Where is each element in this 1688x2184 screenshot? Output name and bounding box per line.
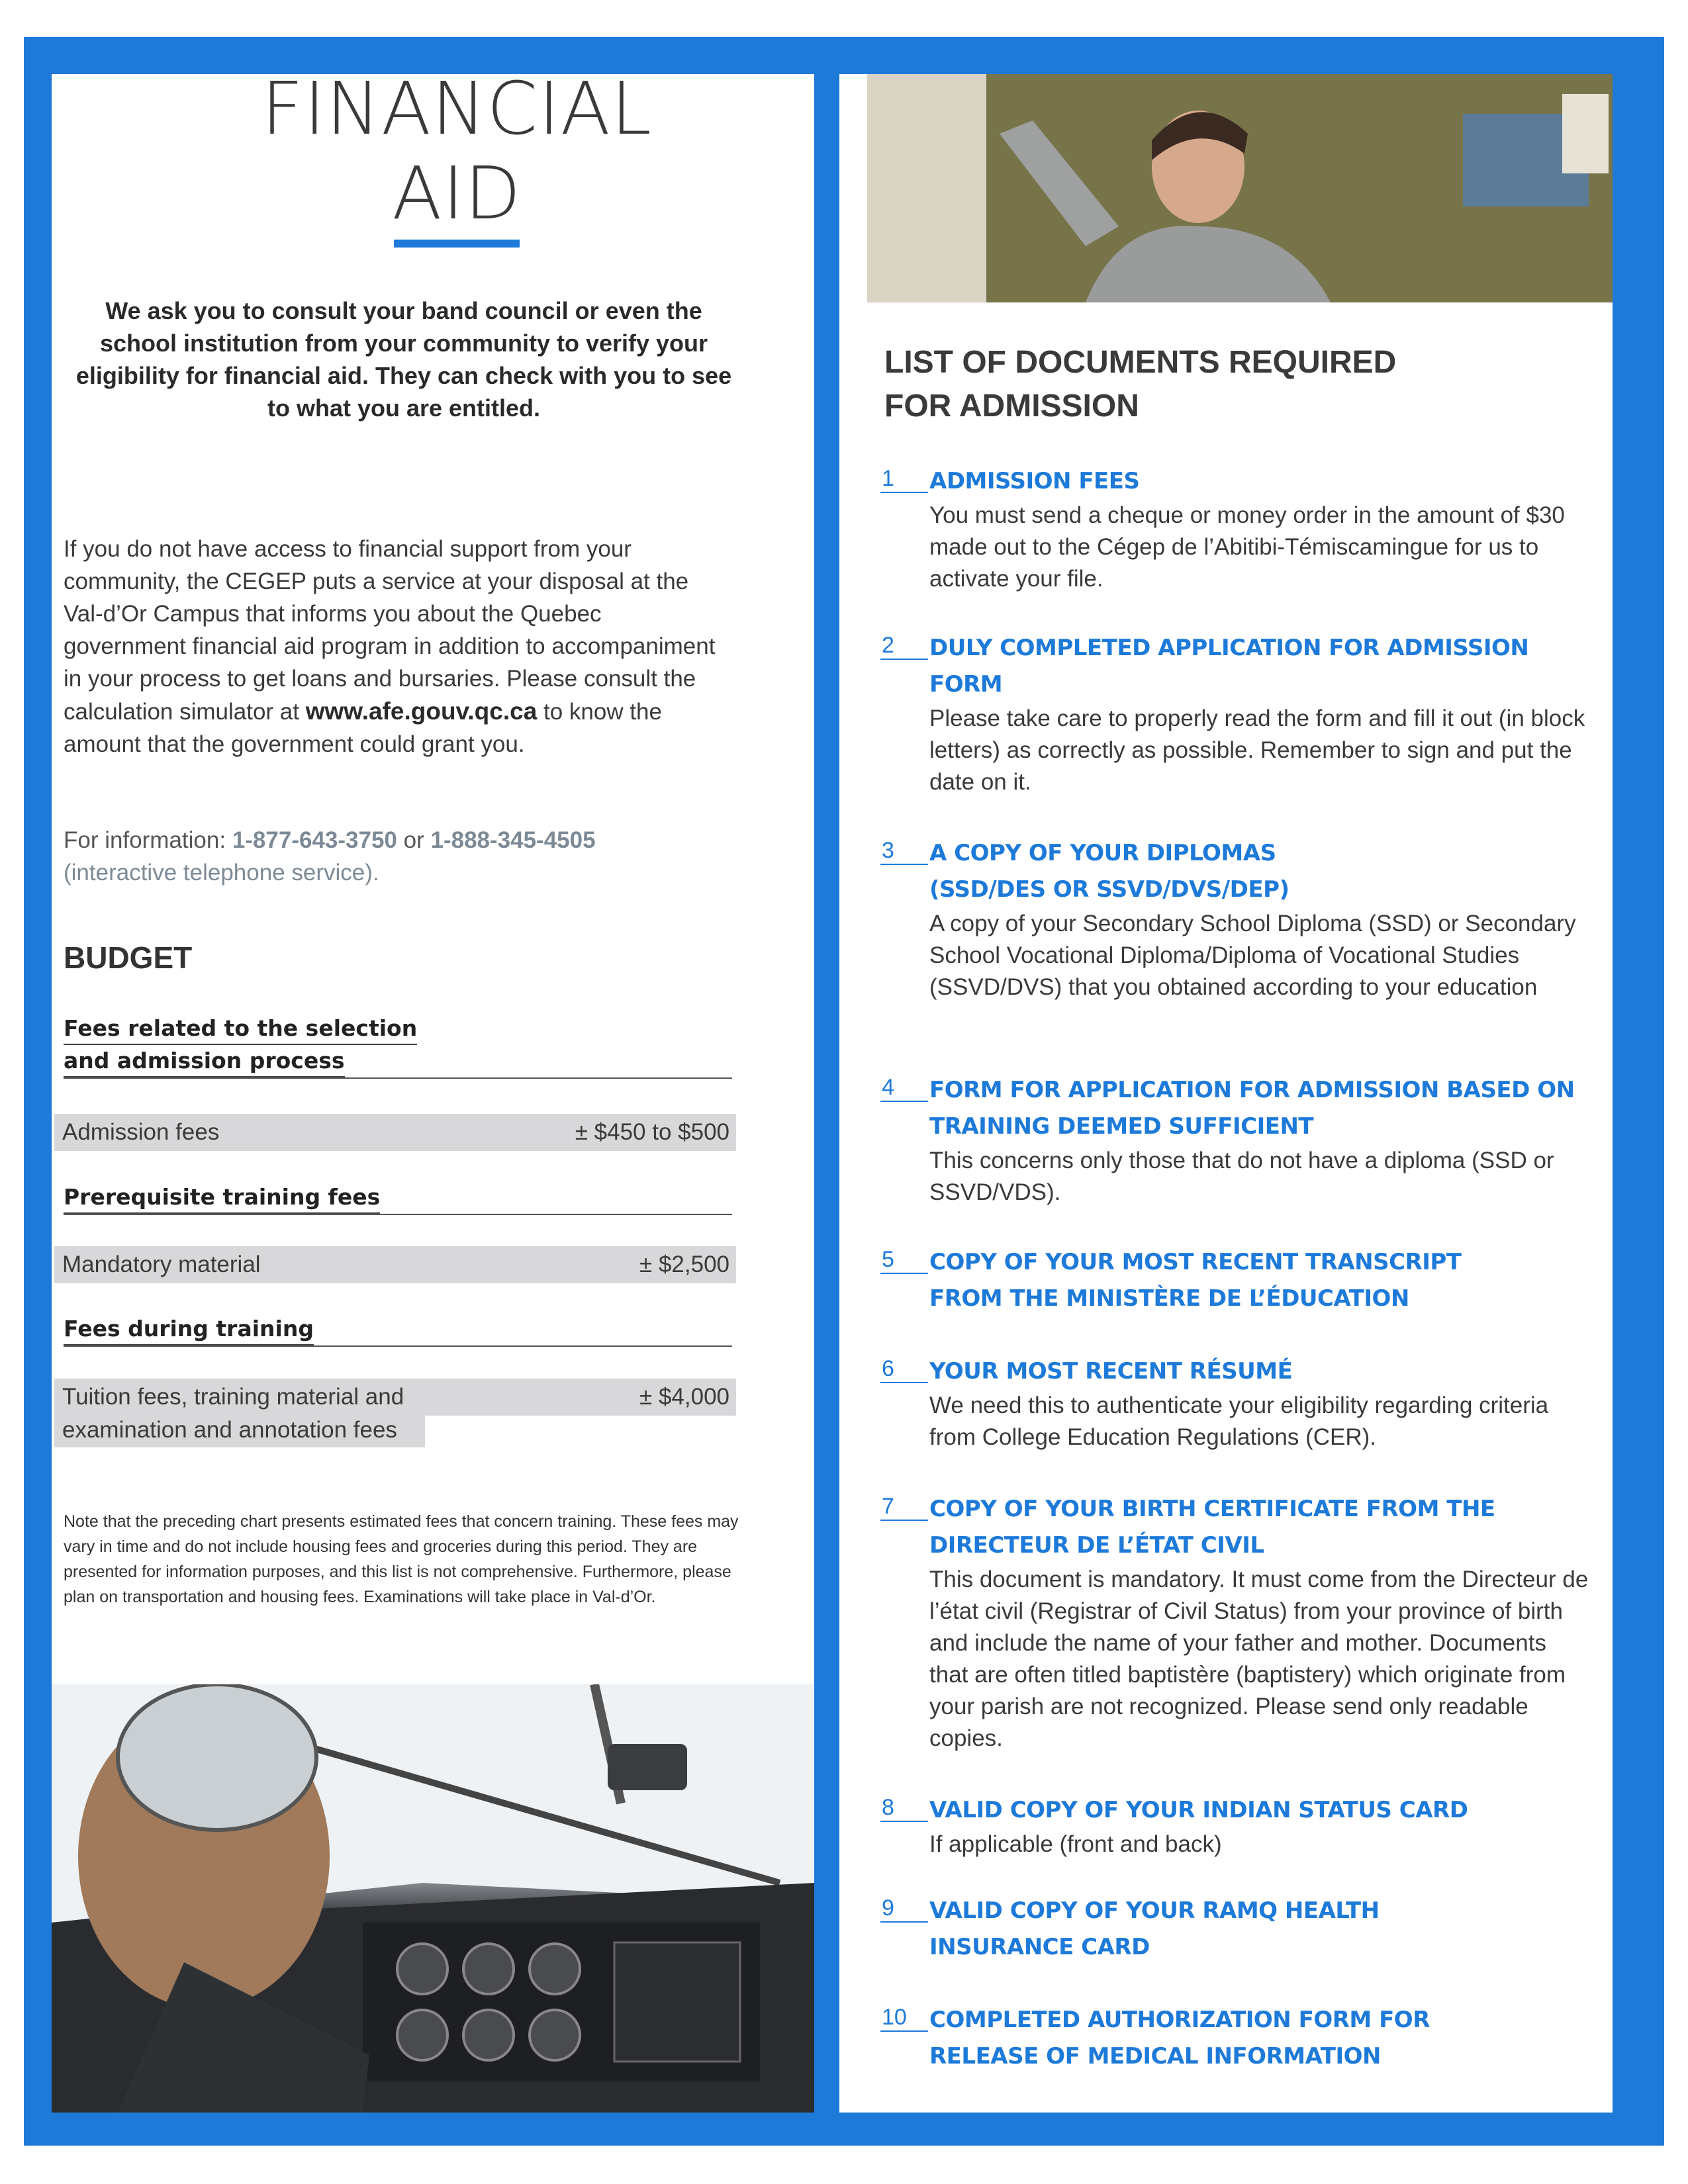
category-title-line-1: Fees related to the selection [64, 1013, 417, 1045]
document-description: A copy of your Secondary School Diploma (SSD) or Secondary School Vocational Diploma/Diploma of Vocational Studies (SSVD/DVS) that you obtained according to your education [929, 911, 1576, 1000]
website-link[interactable]: www.afe.gouv.qc.ca [305, 698, 538, 725]
title-line-1: FINANCIAL [261, 66, 653, 151]
budget-note: Note that the preceding chart presents estimated fees that concern training. These fees may vary in time and do not include housing fees and groceries during this period. They are presented for information purposes, and this list is not comprehensive. Furthermore, please plan on transportation and housing fees. Examinations will take place in Val-d’Or. [64, 1512, 739, 1606]
support-text-before: If you do not have access to financial support from your community, the CEGEP puts a service at your disposal at the Val-d’Or Campus that informs you about the Quebec government financial aid program in addition to accompaniment in your process to get loans and bursaries. Please consult the calculation simulator at [64, 536, 716, 725]
phone-2[interactable]: 1-888-345-4505 [430, 827, 596, 853]
document-description: We need this to authenticate your eligibility regarding criteria from College Education Regulations (CER). [929, 1392, 1549, 1450]
document-item-10 [880, 2002, 1589, 2075]
documents-heading-line-2: FOR ADMISSION [884, 388, 1139, 424]
document-description: This concerns only those that do not have a diploma (SSD or SSVD/VDS). [929, 1148, 1554, 1205]
document-item-1 [880, 463, 1589, 595]
document-number: 9 [880, 1895, 928, 1923]
document-number: 3 [880, 838, 928, 865]
budget-category-selection [64, 1013, 732, 1079]
fee-label: Admission fees [62, 1119, 220, 1145]
document-item-6 [880, 1353, 1589, 1453]
info-paragraph [64, 824, 759, 889]
budget-heading: BUDGET [64, 940, 193, 975]
info-tail: (interactive telephone service). [64, 860, 379, 886]
support-paragraph [64, 533, 726, 760]
document-number: 4 [880, 1075, 928, 1102]
cockpit-illustration [52, 1684, 814, 2113]
support-text-after: to know the amount that the government could grant you. [64, 699, 662, 757]
budget-row-material [54, 1246, 736, 1283]
document-number: 6 [880, 1356, 928, 1383]
document-item-8 [880, 1792, 1589, 1860]
document-number: 5 [880, 1247, 928, 1274]
document-number: 7 [880, 1494, 928, 1521]
document-description: This document is mandatory. It must come from the Directeur de l’état civil (Registrar of Civil Status) from your province of birth and include the name of your father and mother. Documents that are often titled baptistère (baptistery) which originate from your parish are not recognized. Please send only readable copies. [929, 1567, 1589, 1751]
document-number: 10 [880, 2005, 928, 2032]
document-description: Please take care to properly read the form and fill it out (in block letters) as correctly as possible. Remember to sign and put the date on it. [929, 705, 1585, 795]
documents-heading-line-1: LIST OF DOCUMENTS REQUIRED [884, 345, 1397, 380]
page-title [199, 66, 715, 248]
fee-label-line-1: Tuition fees, training material and [62, 1384, 404, 1410]
document-title: ADMISSION FEES [929, 468, 1140, 494]
workshop-photo [867, 74, 1613, 302]
fee-label-line-2: examination and annotation fees [62, 1417, 397, 1443]
document-title: A COPY OF YOUR DIPLOMAS (SSD/DES OR SSVD/DVS/DEP) [929, 840, 1289, 903]
info-label: For information: [64, 827, 232, 853]
document-item-7 [880, 1491, 1589, 1754]
fee-label: Mandatory material [62, 1251, 261, 1277]
document-item-9 [880, 1893, 1589, 1966]
category-title-line-2: and admission process [64, 1045, 345, 1077]
category-title: Fees during training [64, 1313, 314, 1345]
document-title: COPY OF YOUR MOST RECENT TRANSCRIPT FROM THE MINISTÈRE DE L’ÉDUCATION [929, 1249, 1462, 1312]
document-number: 2 [880, 633, 928, 660]
title-underline [394, 240, 520, 248]
document-description: You must send a cheque or money order in the amount of $30 made out to the Cégep de l’Abitibi-Témiscamingue for us to activate your file. [929, 502, 1565, 592]
fee-amount: ± $2,500 [639, 1251, 729, 1277]
document-item-4 [880, 1072, 1589, 1208]
fee-amount: ± $450 to $500 [575, 1119, 729, 1145]
phone-1[interactable]: 1-877-643-3750 [232, 827, 397, 853]
title-line-2: AID [392, 151, 522, 236]
document-item-5 [880, 1244, 1589, 1317]
document-number: 8 [880, 1795, 928, 1822]
document-item-2 [880, 630, 1589, 798]
document-title: VALID COPY OF YOUR RAMQ HEALTH INSURANCE CARD [929, 1897, 1380, 1960]
document-title: FORM FOR APPLICATION FOR ADMISSION BASED ON TRAINING DEEMED SUFFICIENT [929, 1077, 1575, 1140]
cockpit-photo [52, 1684, 814, 2113]
document-title: COMPLETED AUTHORIZATION FORM FOR RELEASE OF MEDICAL INFORMATION [929, 2007, 1430, 2070]
document-title: YOUR MOST RECENT RÉSUMÉ [929, 1358, 1293, 1385]
budget-row-tuition [54, 1379, 736, 1445]
fee-amount: ± $4,000 [639, 1384, 729, 1410]
budget-row-admission [54, 1114, 736, 1151]
document-number: 1 [880, 466, 928, 493]
category-title: Prerequisite training fees [64, 1181, 380, 1214]
info-or: or [397, 827, 431, 853]
document-title: VALID COPY OF YOUR INDIAN STATUS CARD [929, 1797, 1468, 1823]
workshop-illustration [867, 74, 1613, 302]
budget-category-during-training [64, 1313, 732, 1347]
document-title: COPY OF YOUR BIRTH CERTIFICATE FROM THE DIRECTEUR DE L’ÉTAT CIVIL [929, 1496, 1495, 1559]
document-title: DULY COMPLETED APPLICATION FOR ADMISSION FORM [929, 635, 1529, 698]
document-item-3 [880, 835, 1589, 1003]
document-description: If applicable (front and back) [929, 1831, 1222, 1857]
documents-heading [884, 341, 1546, 428]
budget-category-prerequisite [64, 1181, 732, 1215]
intro-text: We ask you to consult your band council or even the school institution from your community to verify your eligibility for financial aid. They can check with you to see to what you are entitled. [75, 297, 732, 422]
